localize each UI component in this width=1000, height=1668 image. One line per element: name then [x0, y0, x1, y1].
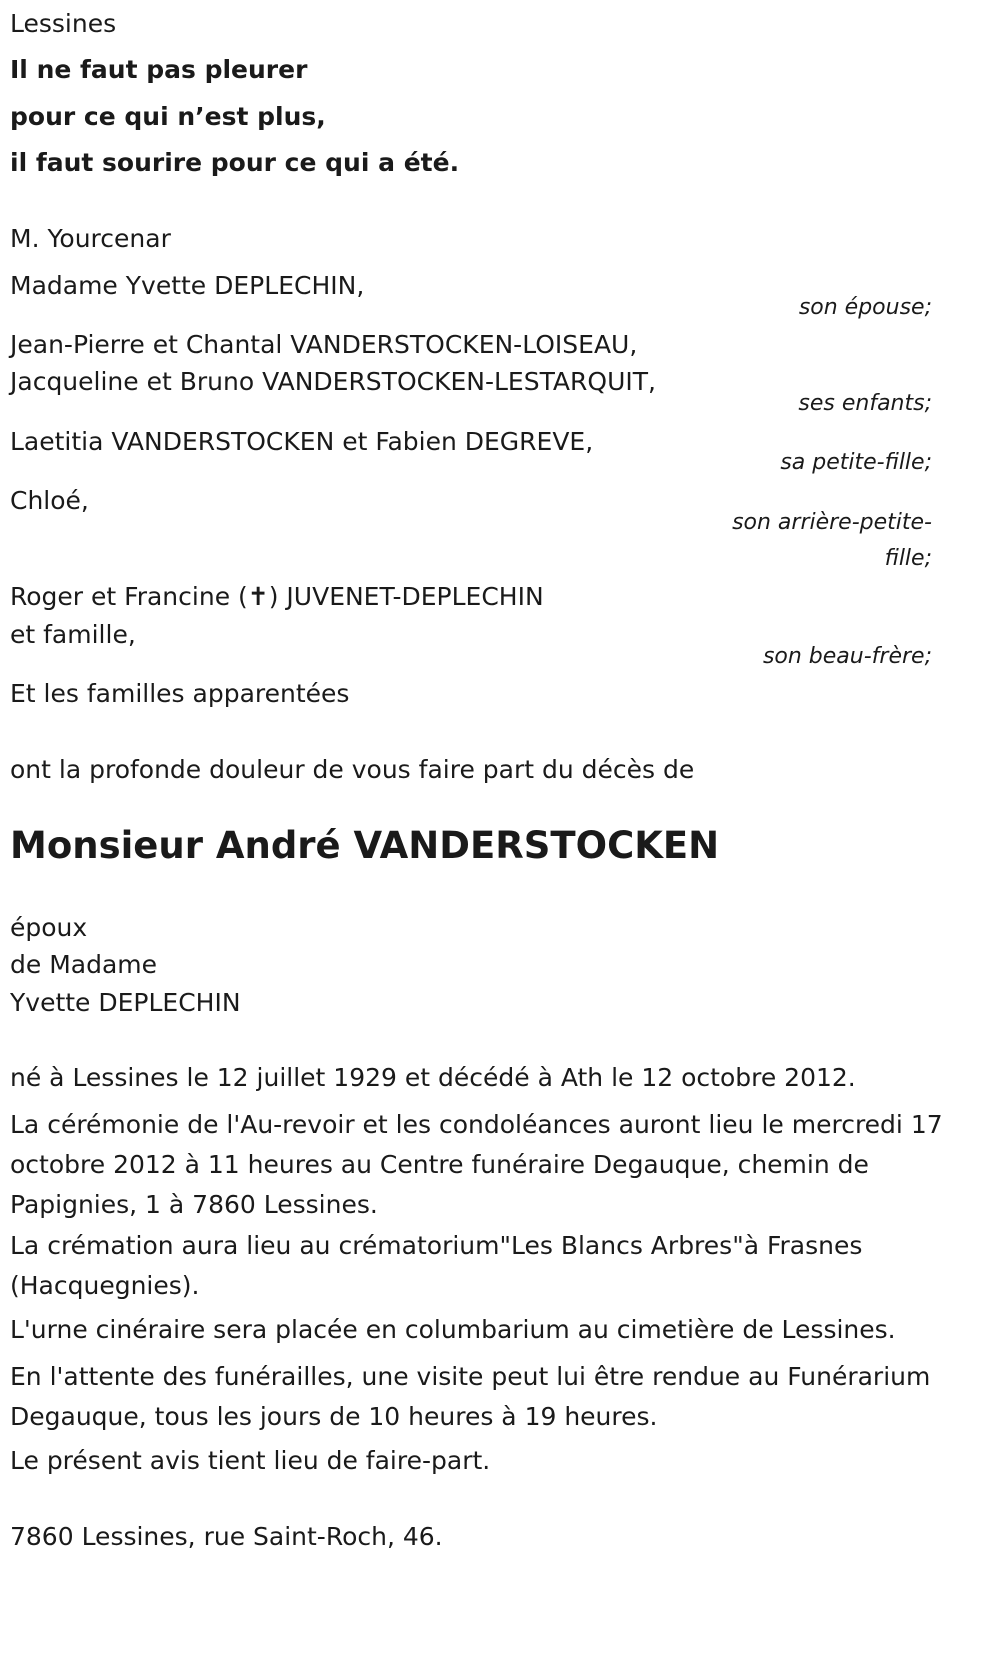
notice-paragraph: Le présent avis tient lieu de faire-part.: [10, 1446, 491, 1475]
family-member-brother-in-law-family: et famille,: [10, 620, 136, 649]
relation-children: ses enfants;: [798, 391, 932, 416]
quote-line-2: pour ce qui n’est plus,: [10, 102, 326, 131]
spouse-line-3: Yvette DEPLECHIN: [10, 988, 241, 1017]
relation-spouse: son épouse;: [798, 295, 932, 320]
spouse-line-2: de Madame: [10, 950, 158, 979]
city-header: Lessines: [10, 9, 117, 38]
announcement: ont la profonde douleur de vous faire part du décès de: [10, 755, 695, 784]
quote-line-3: il faut sourire pour ce qui a été.: [10, 148, 460, 177]
relation-great-granddaughter-line-2: fille;: [884, 546, 932, 571]
relation-brother-in-law: son beau-frère;: [762, 644, 932, 669]
family-member-granddaughter: Laetitia VANDERSTOCKEN et Fabien DEGREVE,: [10, 427, 594, 456]
relation-great-granddaughter-line-1: son arrière-petite-: [732, 510, 932, 535]
family-member-child-1: Jean-Pierre et Chantal VANDERSTOCKEN-LOISEAU,: [10, 330, 638, 359]
visit-paragraph: En l'attente des funérailles, une visite peut lui être rendue au Funérarium Degauque, tous les jours de 10 heures à 19 heures.: [10, 1362, 931, 1431]
cremation-paragraph: La crémation aura lieu au crématorium"Les Blancs Arbres"à Frasnes (Hacquegnies).: [10, 1231, 863, 1300]
family-member-brother-in-law: Roger et Francine (✝) JUVENET-DEPLECHIN: [10, 582, 544, 611]
address: 7860 Lessines, rue Saint-Roch, 46.: [10, 1522, 443, 1551]
quote-line-1: Il ne faut pas pleurer: [10, 55, 308, 84]
spouse-line-1: époux: [10, 913, 88, 942]
family-related: Et les familles apparentées: [10, 679, 350, 708]
family-member-child-2: Jacqueline et Bruno VANDERSTOCKEN-LESTARQUIT,: [10, 367, 656, 396]
urn-paragraph: L'urne cinéraire sera placée en columbarium au cimetière de Lessines.: [10, 1315, 896, 1344]
deceased-name: Monsieur André VANDERSTOCKEN: [10, 824, 720, 867]
family-member-spouse: Madame Yvette DEPLECHIN,: [10, 271, 365, 300]
quote-author: M. Yourcenar: [10, 224, 171, 253]
birth-death-paragraph: né à Lessines le 12 juillet 1929 et décédé à Ath le 12 octobre 2012.: [10, 1063, 856, 1092]
family-member-great-granddaughter: Chloé,: [10, 486, 89, 515]
relation-granddaughter: sa petite-fille;: [780, 450, 932, 475]
ceremony-paragraph: La cérémonie de l'Au-revoir et les condoléances auront lieu le mercredi 17 octobre 2012 à 11 heures au Centre funéraire Degauque, chemin de Papignies, 1 à 7860 Lessines.: [10, 1110, 943, 1219]
